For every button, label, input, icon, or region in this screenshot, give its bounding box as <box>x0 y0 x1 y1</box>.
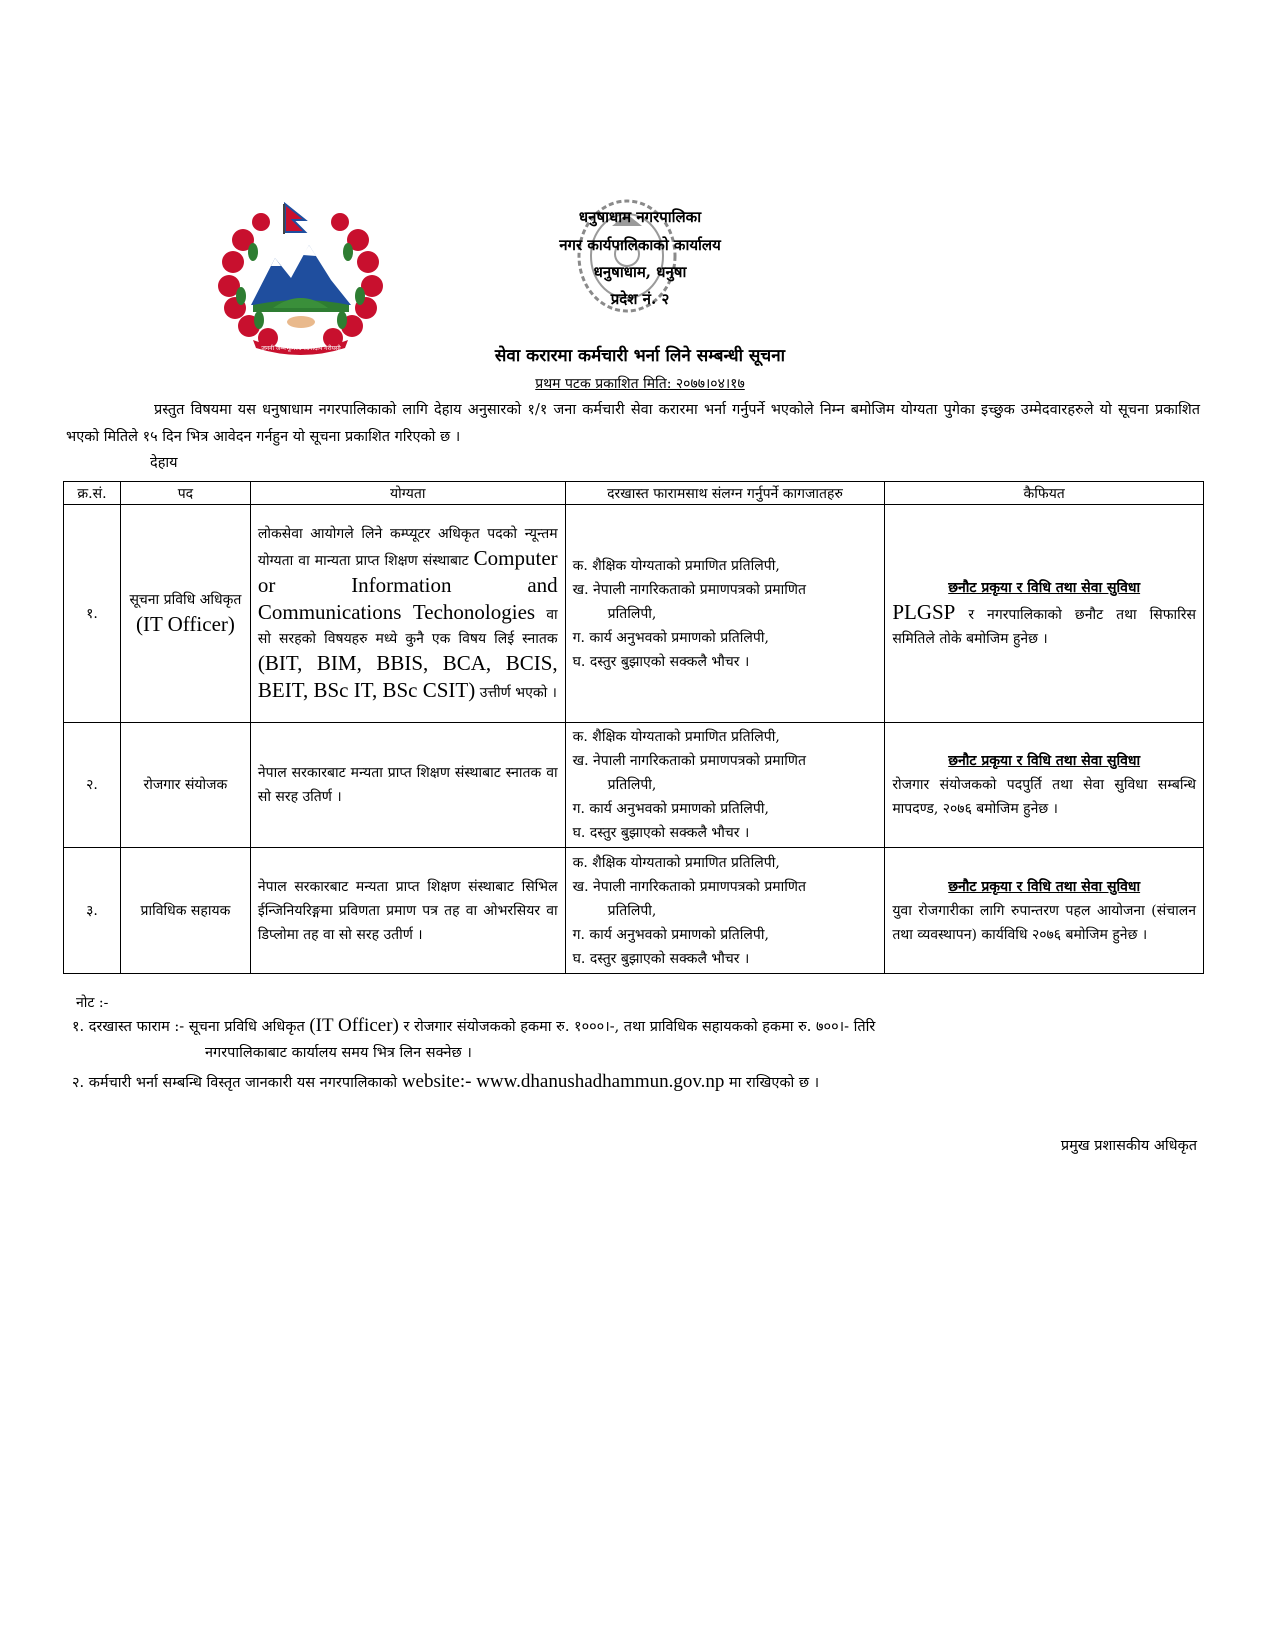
document-item: क. शैक्षिक योग्यताको प्रमाणित प्रतिलिपी, <box>572 557 780 574</box>
header-qualification: योग्यता <box>250 482 565 505</box>
signature-title: प्रमुख प्रशासकीय अधिकृत <box>1060 1138 1197 1154</box>
row-sn: १. <box>64 505 121 723</box>
note-1-text-2: र रोजगार संयोजकको हकमा रु. १०००।-, तथा प्राविधिक सहायकको हकमा रु. ७००।- तिरि <box>403 1019 876 1035</box>
document-item: ख. नेपाली नागरिकताको प्रमाणपत्रको प्रमाणित <box>572 581 807 598</box>
row-sn: ३. <box>64 848 121 974</box>
note-item-2 <box>72 1071 1202 1093</box>
province-label: प्रदेश नं. २ <box>610 290 670 308</box>
remark-title: छनौट प्रकृया र विधि तथा सेवा सुविधा <box>948 580 1141 596</box>
qualification-subject: Computer or Information and Communications Techonologies <box>257 546 558 624</box>
notice-title: सेवा करारमा कर्मचारी भर्ना लिने सम्बन्धी सूचना <box>494 346 786 366</box>
qualification-text: लोकसेवा आयोगले लिने कम्प्यूटर अधिकृत पदको न्यून्तम योग्यता वा मान्यता प्राप्त शिक्षण संस्थाबाट <box>257 526 558 569</box>
document-item: ख. नेपाली नागरिकताको प्रमाणपत्रको प्रमाणित <box>572 753 807 769</box>
office-address: धनुषाधाम, धनुषा <box>593 263 687 281</box>
row-documents <box>565 505 885 723</box>
header-documents: दरखास्त फारामसाथ संलग्न गर्नुपर्ने कागजातहरु <box>565 482 885 505</box>
remark-title: छनौट प्रकृया र विधि तथा सेवा सुविधा <box>948 878 1141 895</box>
post-name-en: (IT Officer) <box>135 612 235 636</box>
row-documents <box>565 848 885 974</box>
note-label: नोट :- <box>76 995 109 1011</box>
office-name: धनुषाधाम नगरपालिका <box>578 208 702 226</box>
row-sn: २. <box>64 723 121 848</box>
remark-program: PLGSP <box>892 600 956 624</box>
document-item: घ. दस्तुर बुझाएको सक्कलै भौचर । <box>572 825 750 841</box>
row-post: रोजगार संयोजक <box>120 723 250 848</box>
office-subtitle: नगर कार्यपालिकाको कार्यालय <box>559 236 721 254</box>
emblem-motto: जननी जन्मभूमिश्च स्वर्गादपि गरीयसी <box>261 345 341 352</box>
remark-text: युवा रोजगारीका लागि रुपान्तरण पहल आयोजना (संचालन तथा व्यवस्थापन) कार्यविधि २०७६ बमोजिम हुनेछ । <box>892 902 1196 943</box>
row-post <box>120 505 250 723</box>
document-item: ख. नेपाली नागरिकताको प्रमाणपत्रको प्रमाणित <box>572 878 807 895</box>
row-remarks <box>885 848 1204 974</box>
note-2-text: २. कर्मचारी भर्ना सम्बन्धि विस्तृत जानकारी यस नगरपालिकाको <box>72 1075 398 1091</box>
document-item: घ. दस्तुर बुझाएको सक्कलै भौचर । <box>572 950 750 967</box>
header-sn: क्र.सं. <box>64 482 121 505</box>
note-item-1 <box>72 1013 1202 1040</box>
published-date: प्रथम पटक प्रकाशित मिति: २०७७।०४।१७ <box>535 376 745 392</box>
remark-title: छनौट प्रकृया र विधि तथा सेवा सुविधा <box>948 753 1141 769</box>
document-item: क. शैक्षिक योग्यताको प्रमाणित प्रतिलिपी, <box>572 854 780 871</box>
document-item: ग. कार्य अनुभवको प्रमाणको प्रतिलिपी, <box>572 926 769 943</box>
note-2-text-2: मा राखिएको छ । <box>729 1075 820 1091</box>
dehay-label: देहाय <box>150 455 178 471</box>
document-item: घ. दस्तुर बुझाएको सक्कलै भौचर । <box>572 653 750 670</box>
vacancy-table <box>63 481 1204 974</box>
row-documents <box>565 723 885 848</box>
header-post: पद <box>120 482 250 505</box>
document-item: ग. कार्य अनुभवको प्रमाणको प्रतिलिपी, <box>572 801 769 817</box>
remark-text: रोजगार संयोजकको पदपुर्ति तथा सेवा सुविधा सम्बन्धि मापदण्ड, २०७६ बमोजिम हुनेछ । <box>892 777 1196 817</box>
row-remarks <box>885 723 1204 848</box>
remark-text: र नगरपालिकाको छनौट तथा सिफारिस समितिले तोके बमोजिम हुनेछ । <box>892 607 1196 647</box>
document-item: प्रतिलिपी, <box>607 777 657 793</box>
row-post: प्राविधिक सहायक <box>120 848 250 974</box>
nepal-emblem-icon <box>213 200 388 360</box>
row-qualification: नेपाल सरकारबाट मन्यता प्राप्त शिक्षण संस्थाबाट स्नातक वा सो सरह उतिर्ण । <box>250 723 565 848</box>
document-item: क. शैक्षिक योग्यताको प्रमाणित प्रतिलिपी, <box>572 729 780 745</box>
post-name: सूचना प्रविधि अधिकृत <box>129 592 242 608</box>
intro-paragraph: प्रस्तुत विषयमा यस धनुषाधाम नगरपालिकाको लागि देहाय अनुसारको १/१ जना कर्मचारी सेवा करारमा भर्ना गर्नुपर्ने भएकोले निम्न बमोजिम योग्यता पुगेका इच्छुक उम्मेदवारहरुले यो सूचना प्रकाशित भएको मितिले १५ दिन भित्र आवेदन गर्नहुन यो सूचना प्रकाशित गरिएको छ । <box>66 402 1200 445</box>
qualification-text-2: वा सो सरहको विषयहरु मध्ये कुनै एक विषय लिई स्नातक <box>257 607 558 647</box>
row-remarks <box>885 505 1204 723</box>
document-item: ग. कार्य अनुभवको प्रमाणको प्रतिलिपी, <box>572 629 769 646</box>
website-link[interactable]: website:- www.dhanushadhammun.gov.np <box>401 1071 725 1092</box>
qualification-text-3: उत्तीर्ण भएको । <box>479 685 557 701</box>
table-row <box>64 505 1204 723</box>
qualification-degrees: (BIT, BIM, BBIS, BCA, BCIS, BEIT, BSc IT, BSc CSIT) <box>257 651 558 702</box>
header-remarks: कैफियत <box>885 482 1204 505</box>
row-qualification <box>250 505 565 723</box>
table-row <box>64 723 1204 848</box>
note-1-text: १. दरखास्त फाराम :- सूचना प्रविधि अधिकृत <box>72 1019 305 1035</box>
document-item: प्रतिलिपी, <box>607 902 657 919</box>
document-item: प्रतिलिपी, <box>607 605 657 622</box>
table-row <box>64 848 1204 974</box>
note-item-1-cont: नगरपालिकाबाट कार्यालय समय भित्र लिन सक्नेछ । <box>205 1045 472 1061</box>
row-qualification: नेपाल सरकारबाट मन्यता प्राप्त शिक्षण संस्थाबाट सिभिल ईन्जिनियरिङ्गमा प्रविणता प्रमाण पत्र तह वा ओभरसियर वा डिप्लोमा तह वा सो सरह उतीर्ण । <box>250 848 565 974</box>
note-1-post: (IT Officer) <box>309 1015 399 1036</box>
table-header-row <box>64 482 1204 505</box>
